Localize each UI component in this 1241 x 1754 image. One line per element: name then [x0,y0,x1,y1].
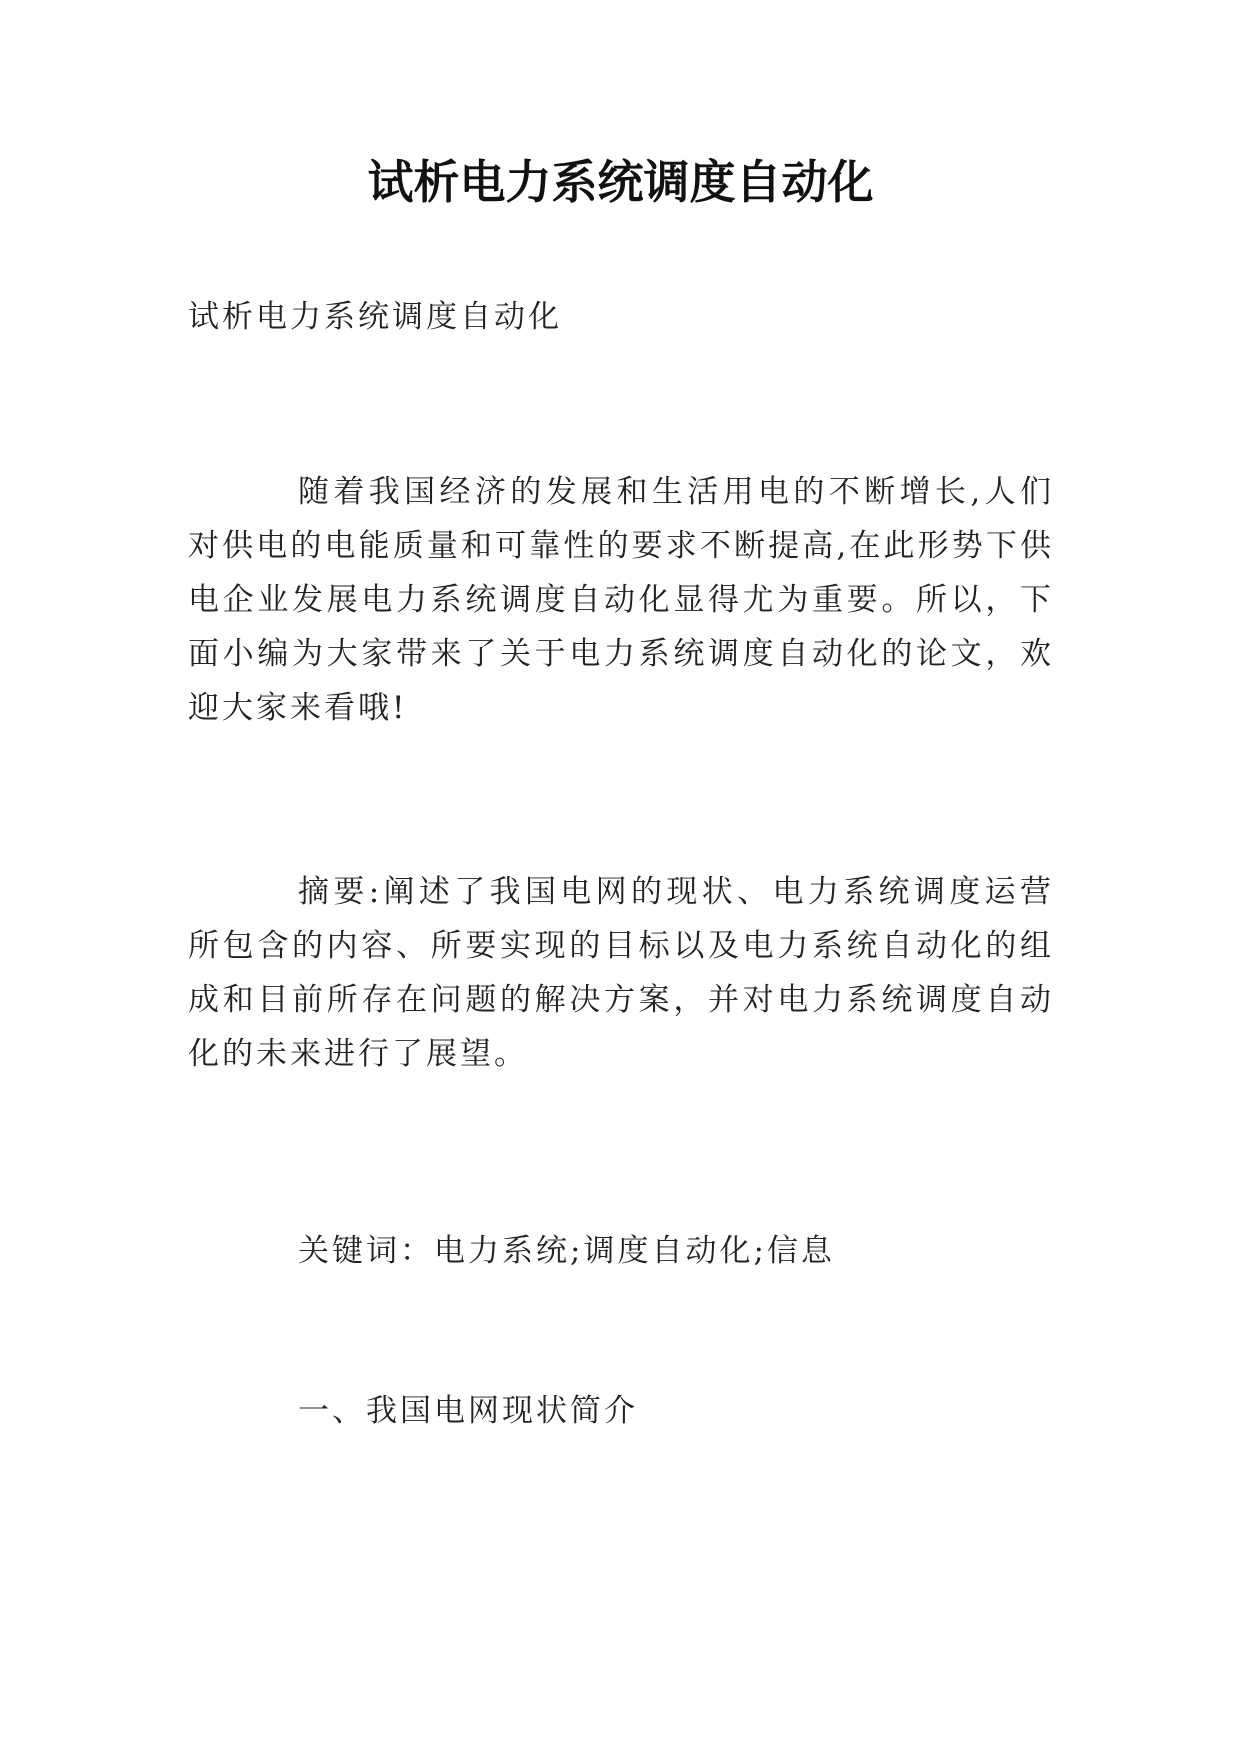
abstract-paragraph: 摘要:阐述了我国电网的现状、电力系统调度运营所包含的内容、所要实现的目标以及电力系统自动化的组成和目前所存在问题的解决方案，并对电力系统调度自动化的未来进行了展望。 [188,874,1054,1072]
document-title: 试析电力系统调度自动化 [367,155,874,209]
section-heading: 一、我国电网现状简介 [298,1393,638,1429]
keywords-line: 关键词：电力系统;调度自动化;信息 [298,1233,835,1269]
intro-paragraph: 随着我国经济的发展和生活用电的不断增长,人们对供电的电能质量和可靠性的要求不断提高,在此形势下供电企业发展电力系统调度自动化显得尤为重要。所以，下面小编为大家带来了关于电力系统调度自动化的论文，欢迎大家来看哦! [188,474,1054,726]
document-subtitle: 试析电力系统调度自动化 [188,299,562,335]
